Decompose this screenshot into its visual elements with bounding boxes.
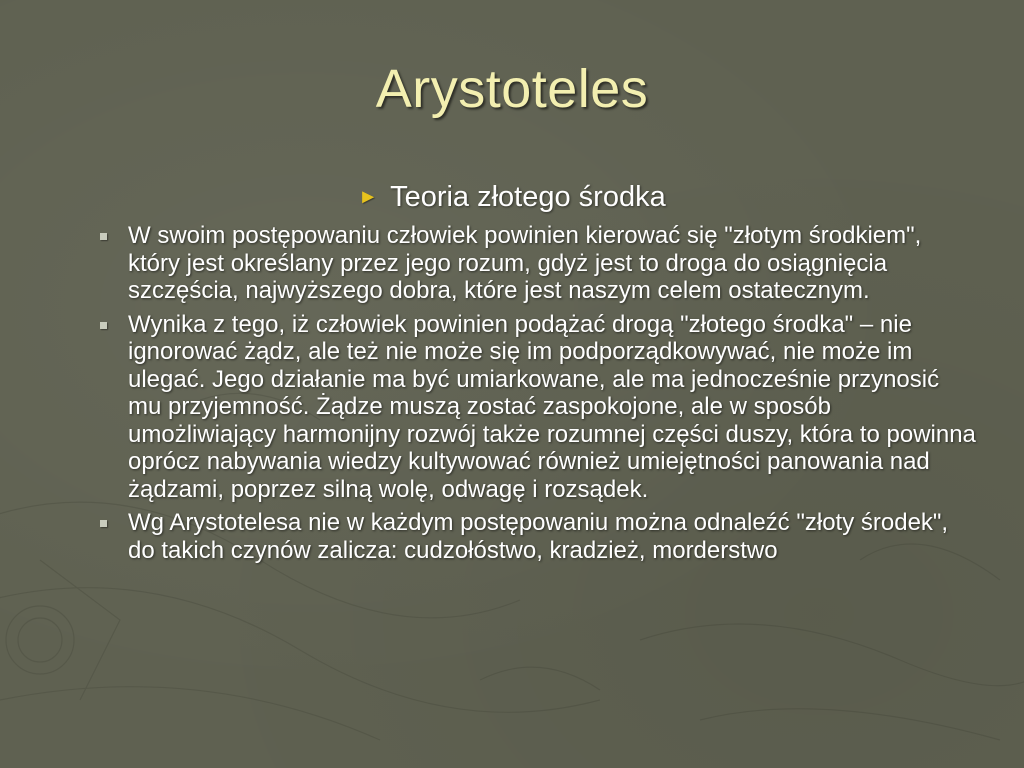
bullet-list bbox=[96, 222, 976, 570]
square-bullet-icon bbox=[100, 520, 107, 527]
slide-title: Arystoteles bbox=[375, 59, 649, 119]
bullet-text: W swoim postępowaniu człowiek powinien kierować się "złotym środkiem", który jest określany przez jego rozum, gdyż jest to droga do osiągnięcia szczęścia, najwyższego dobra, które jest naszym celem ostatecznym. bbox=[128, 222, 922, 304]
arrow-right-icon: ► bbox=[358, 186, 379, 208]
list-item bbox=[96, 311, 976, 504]
square-bullet-icon bbox=[100, 233, 107, 240]
bullet-text: Wynika z tego, iż człowiek powinien podążać drogą "złotego środka" – nie ignorować żądz, ale też nie może się im podporządkowywać, nie może im ulegać. Jego działanie ma być umiarkowane, ale ma jednocześnie przynosić mu przyjemność. Żądze muszą zostać zaspokojone, ale w sposób umożliwiający harmonijny rozwój także rozumnej części duszy, która to powinna oprócz nabywania wiedzy kultywować również umiejętności panowania nad żądzami, poprzez silną wolę, odwagę i rozsądek. bbox=[128, 310, 976, 503]
subtitle-text: Teoria złotego środka bbox=[390, 181, 666, 213]
square-bullet-icon bbox=[100, 322, 107, 329]
list-item bbox=[96, 222, 976, 305]
list-item bbox=[96, 509, 976, 564]
bullet-text: Wg Arystotelesa nie w każdym postępowaniu można odnaleźć "złoty środek", do takich czynów zalicza: cudzołóstwo, kradzież, morderstwo bbox=[128, 509, 949, 564]
slide-subtitle bbox=[0, 181, 1024, 214]
